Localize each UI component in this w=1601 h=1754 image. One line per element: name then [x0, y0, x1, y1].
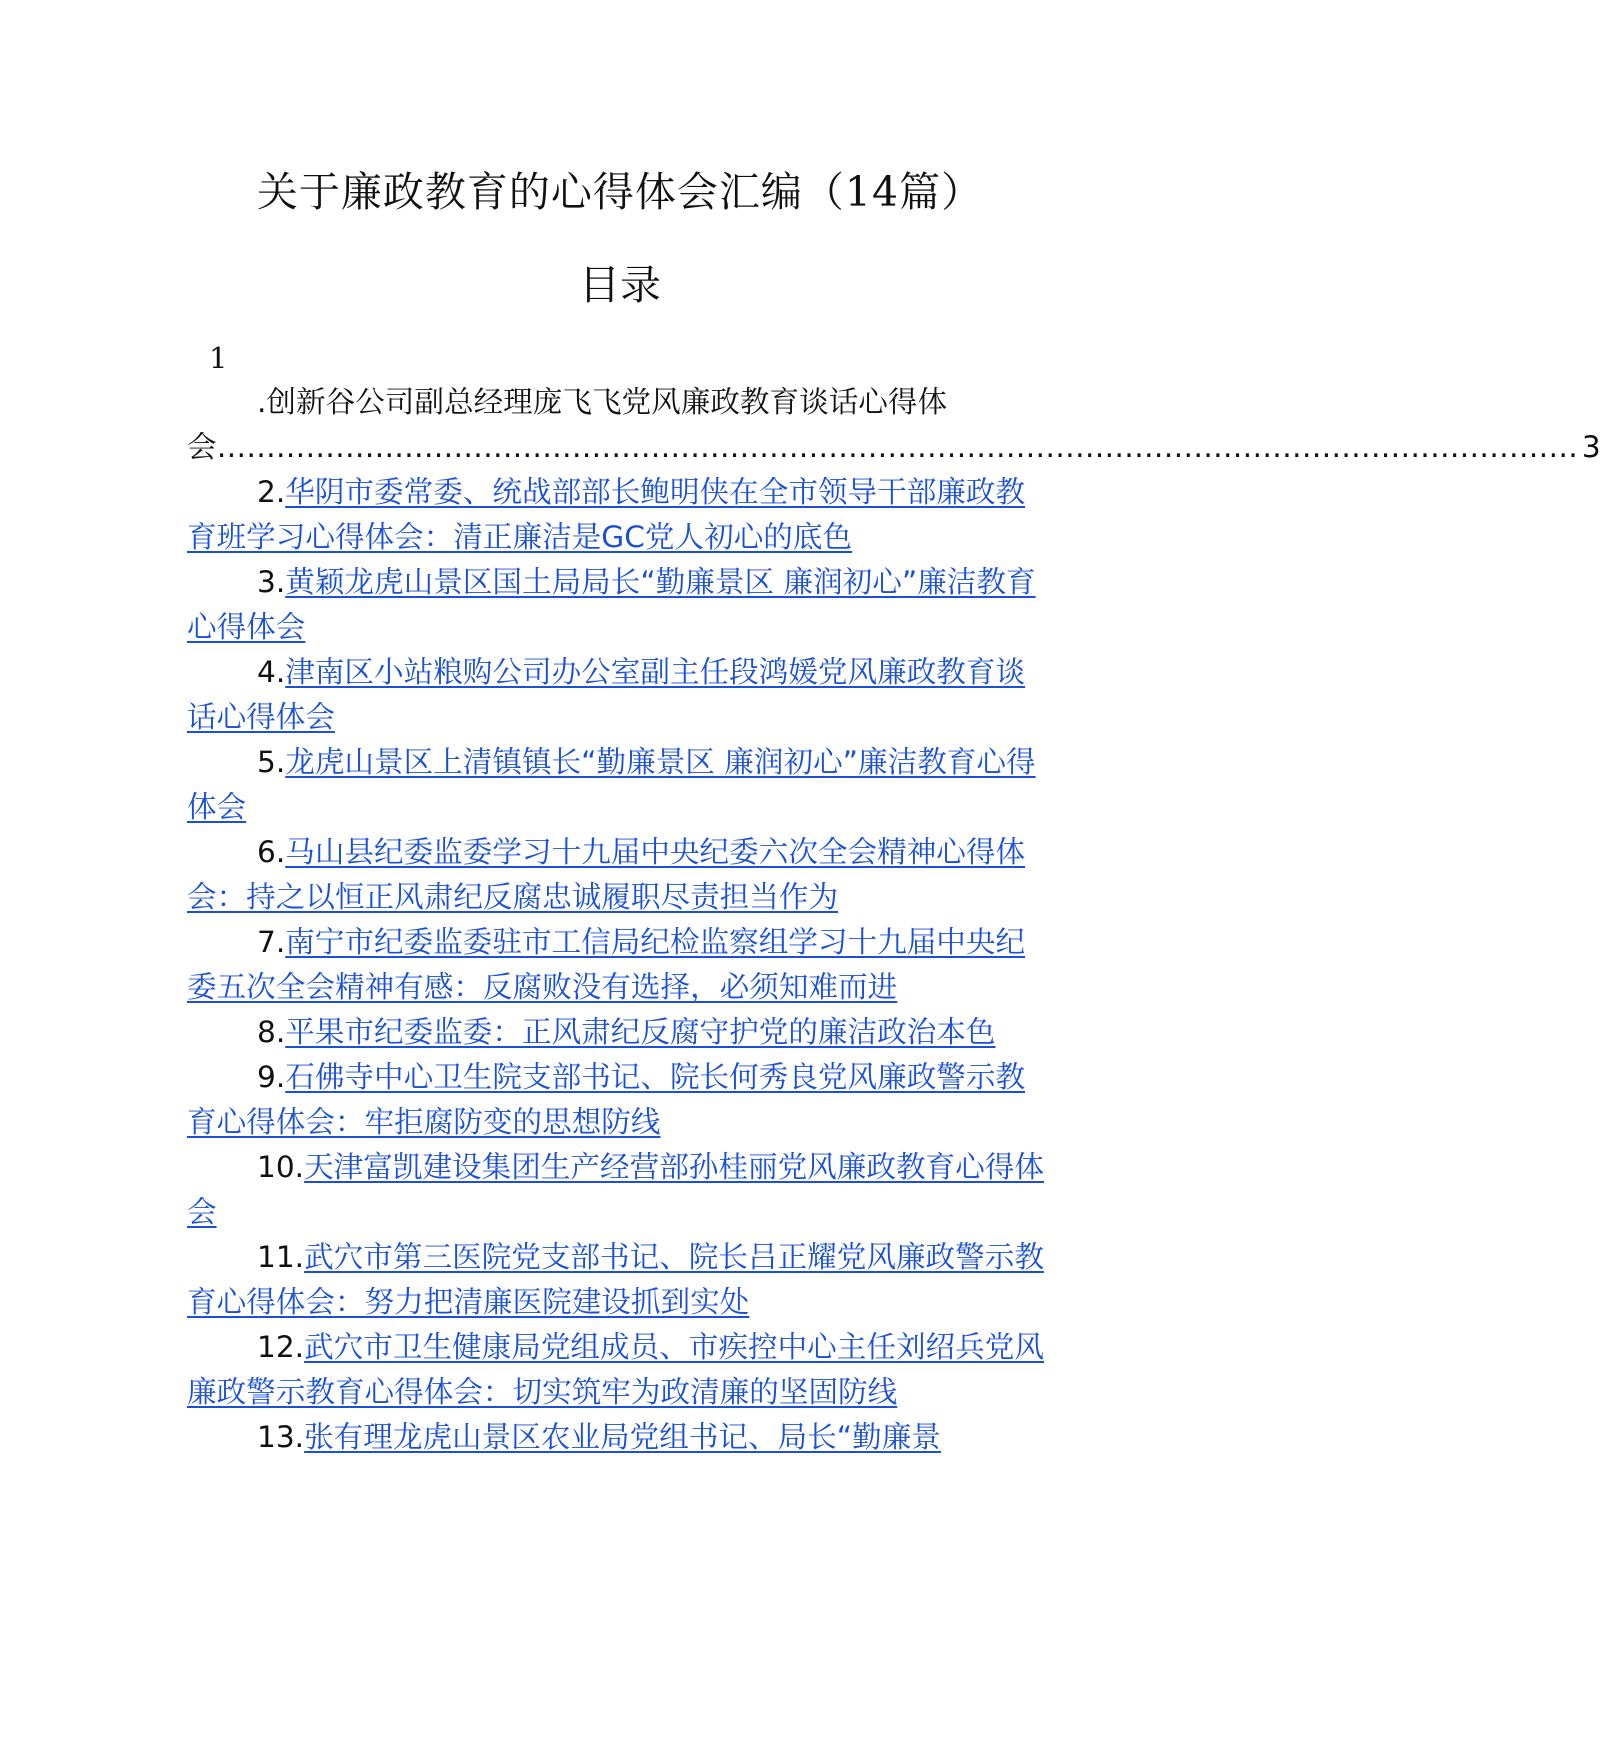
toc-entry-9[interactable] — [187, 1055, 1053, 1145]
toc-entry-number: 6. — [257, 835, 286, 869]
document-title — [0, 162, 1240, 222]
toc-entry-title[interactable]: 创新谷公司副总经理庞飞飞党风廉政教育谈话心得体 — [266, 385, 948, 419]
toc-entry-4[interactable] — [187, 650, 1053, 740]
toc-entry-3[interactable] — [187, 560, 1053, 650]
toc-entry-link[interactable]: 龙虎山景区上清镇镇长“勤廉景区 廉润初心”廉洁教育心得体会 — [187, 745, 1036, 824]
toc-entry-link[interactable]: 南宁市纪委监委驻市工信局纪检监察组学习十九届中央纪委五次全会精神有感：反腐败没有选择，必须知难而进 — [187, 925, 1026, 1004]
title-number: 14 — [844, 168, 900, 216]
toc-entry-number: 7. — [257, 925, 286, 959]
toc-entry-link[interactable]: 武穴市第三医院党支部书记、院长吕正耀党风廉政警示教育心得体会：努力把清廉医院建设抓到实处 — [187, 1240, 1044, 1319]
toc-entry-number: 3. — [257, 565, 286, 599]
toc-entry-10[interactable] — [187, 1145, 1053, 1235]
toc-entry-8[interactable] — [187, 1010, 1053, 1055]
toc-entry-7[interactable] — [187, 920, 1053, 1010]
toc-entry-number: . — [257, 385, 267, 419]
dot-leader: ………………………………………………………………………………………………………………………… — [216, 430, 1578, 464]
toc-entry-number: 5. — [257, 745, 286, 779]
toc-entry-number: 12. — [257, 1330, 305, 1364]
toc-first-item-number: 1 — [209, 341, 228, 375]
toc-entry-link[interactable]: 平果市纪委监委：正风肃纪反腐守护党的廉洁政治本色 — [285, 1015, 996, 1049]
toc-entry-5[interactable] — [187, 740, 1053, 830]
title-suffix: 篇） — [899, 168, 984, 216]
toc-entry-title-continued: 会 — [187, 430, 217, 464]
toc-entry-link[interactable]: 石佛寺中心卫生院支部书记、院长何秀良党风廉政警示教育心得体会：牢拒腐防变的思想防线 — [187, 1060, 1026, 1139]
toc-entry-link[interactable]: 黄颖龙虎山景区国土局局长“勤廉景区 廉润初心”廉洁教育心得体会 — [187, 565, 1036, 644]
toc-entry-12[interactable] — [187, 1325, 1053, 1415]
toc-entry-2[interactable] — [187, 470, 1053, 560]
toc-entry-link[interactable]: 天津富凯建设集团生产经营部孙桂丽党风廉政教育心得体会 — [187, 1150, 1044, 1229]
toc-entry-number: 9. — [257, 1060, 286, 1094]
toc-entry-1[interactable] — [187, 380, 1053, 425]
title-text: 关于廉政教育的心得体会汇编（ — [256, 168, 845, 216]
toc-entry-link[interactable]: 华阴市委常委、统战部部长鲍明侠在全市领导干部廉政教育班学习心得体会：清正廉洁是GC党人初心的底色 — [187, 475, 1026, 554]
toc-entry-number: 4. — [257, 655, 286, 689]
toc-entry-number: 2. — [257, 475, 286, 509]
toc-entry-number: 13. — [257, 1420, 305, 1454]
toc-entry-13[interactable] — [187, 1415, 1053, 1460]
toc-heading: 目录 — [579, 261, 661, 309]
toc-entry-6[interactable] — [187, 830, 1053, 920]
toc-entry-number: 11. — [257, 1240, 305, 1274]
toc-entry-link[interactable]: 张有理龙虎山景区农业局党组书记、局长“勤廉景 — [304, 1420, 941, 1454]
toc-page-number: 3 — [1581, 430, 1601, 464]
toc-entry-link[interactable]: 津南区小站粮购公司办公室副主任段鸿媛党风廉政教育谈话心得体会 — [187, 655, 1026, 734]
toc-entry-1-leader — [187, 425, 1601, 470]
toc-entry-link[interactable]: 马山县纪委监委学习十九届中央纪委六次全会精神心得体会：持之以恒正风肃纪反腐忠诚履职尽责担当作为 — [187, 835, 1026, 914]
toc-entry-number: 8. — [257, 1015, 286, 1049]
toc-entry-link[interactable]: 武穴市卫生健康局党组成员、市疾控中心主任刘绍兵党风廉政警示教育心得体会：切实筑牢为政清廉的坚固防线 — [187, 1330, 1044, 1409]
toc-entry-number: 10. — [257, 1150, 305, 1184]
table-of-contents — [187, 380, 1601, 1460]
toc-entry-11[interactable] — [187, 1235, 1053, 1325]
